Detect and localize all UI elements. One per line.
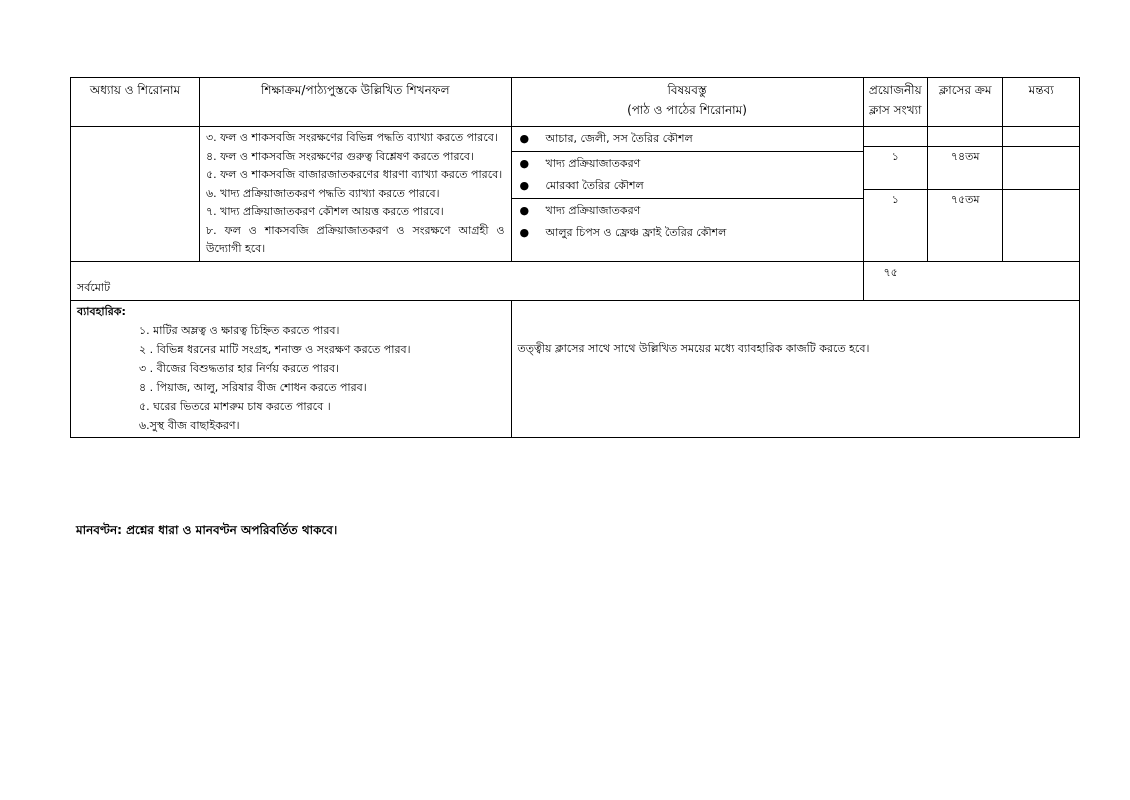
content-item: আচার, জেলী, সস তৈরির কৌশল bbox=[545, 132, 693, 145]
total-row bbox=[71, 261, 1080, 300]
classes-needed-cell bbox=[863, 127, 927, 262]
list-item bbox=[512, 200, 863, 222]
remarks-cell bbox=[1003, 127, 1080, 262]
header-remarks: মন্তব্য bbox=[1003, 78, 1080, 127]
class-order-value: ৭৪তম bbox=[928, 147, 1002, 190]
content-item: খাদ্য প্রক্রিয়াজাতকরণ bbox=[545, 157, 641, 170]
header-outcomes: শিক্ষাক্রম/পাঠ্যপুস্তকে উল্লিখিত শিখনফল bbox=[199, 78, 511, 127]
classes-needed-value: ১ bbox=[864, 147, 927, 190]
outcome-item: ৮. ফল ও শাকসবজি প্রক্রিয়াজাতকরণ ও সংরক্ষণে আগ্রহী ও উদ্যোগী হবে। bbox=[205, 223, 505, 255]
content-item: খাদ্য প্রক্রিয়াজাতকরণ bbox=[545, 204, 641, 217]
header-chapter: অধ্যায় ও শিরোনাম bbox=[71, 78, 200, 127]
list-item bbox=[512, 222, 863, 244]
practical-item: ১. মাটির অম্লত্ব ও ক্ষারত্ব চিহ্নিত করতে পারব। bbox=[139, 323, 340, 337]
table-row bbox=[71, 127, 1080, 262]
outcome-item: ৫. ফল ও শাকসবজি বাজারজাতকরণের ধারণা ব্যাখ্যা করতে পারবে। bbox=[205, 168, 503, 181]
practical-title: ব্যাবহারিক: bbox=[77, 304, 126, 318]
practical-item: ৩ . বীজের বিশুদ্ধতার হার নির্ণয় করতে পারব। bbox=[139, 361, 340, 375]
list-item bbox=[512, 128, 863, 150]
practical-note: তত্ত্বীয় ক্লাসের সাথে সাথে উল্লিখিত সময়ের মধ্যে ব্যাবহারিক কাজটি করতে হবে। bbox=[511, 300, 1079, 437]
classes-needed-value: ১ bbox=[891, 193, 899, 206]
practical-item: ৬.সুস্থ বীজ বাছাইকরণ। bbox=[139, 418, 240, 432]
bullet-icon: ● bbox=[519, 226, 530, 239]
list-item bbox=[512, 175, 863, 197]
practical-cell bbox=[71, 300, 512, 437]
header-classes-needed: প্রয়োজনীয় ক্লাস সংখ্যা bbox=[863, 78, 927, 127]
outcomes-cell bbox=[199, 127, 511, 262]
header-class-order: ক্লাসের ক্রম bbox=[928, 78, 1003, 127]
footer-note: মানবণ্টন: প্রশ্নের ধারা ও মানবণ্টন অপরিবর্তিত থাকবে। bbox=[76, 523, 338, 537]
syllabus-table bbox=[70, 77, 1080, 438]
class-order-cell bbox=[928, 127, 1003, 262]
bullet-icon: ● bbox=[519, 179, 530, 192]
bullet-icon: ● bbox=[519, 204, 530, 217]
outcome-item: ৬. খাদ্য প্রক্রিয়াজাতকরণ পদ্ধতি ব্যাখ্যা করতে পারবে। bbox=[205, 186, 440, 200]
practical-item: ৫. ঘরের ভিতরে মাশরুম চাষ করতে পারবে । bbox=[139, 399, 331, 413]
outcome-item: ৭. খাদ্য প্রক্রিয়াজাতকরণ কৌশল আয়ত্ত করতে পারবে। bbox=[205, 205, 444, 218]
chapter-cell bbox=[71, 127, 200, 262]
content-item: মোরব্বা তৈরির কৌশল bbox=[545, 179, 644, 192]
total-label: সর্বমোট bbox=[71, 261, 864, 300]
header-content bbox=[511, 78, 863, 127]
outcome-item: ৪. ফল ও শাকসবজি সংরক্ষণের গুরুত্ব বিশ্লেষণ করতে পারবে। bbox=[205, 149, 474, 163]
header-row bbox=[71, 78, 1080, 127]
total-value: ৭৫ bbox=[863, 261, 1079, 300]
bullet-icon: ● bbox=[519, 132, 530, 145]
list-item bbox=[512, 153, 863, 175]
practical-item: ২ . বিভিন্ন ধরনের মাটি সংগ্রহ, শনাক্ত ও সংরক্ষণ করতে পারব। bbox=[139, 342, 411, 356]
outcome-item: ৩. ফল ও শাকসবজি সংরক্ষণের বিভিন্ন পদ্ধতি ব্যাখ্যা করতে পারবে। bbox=[205, 131, 498, 144]
class-order-value: ৭৫তম bbox=[950, 193, 980, 206]
content-group-2 bbox=[512, 152, 863, 199]
practical-row bbox=[71, 300, 1080, 437]
practical-item: ৪ . পিয়াজ, আলু, সরিষার বীজ শোধন করতে পারব। bbox=[139, 380, 367, 394]
header-content-line2: (পাঠ ও পাঠের শিরোনাম) bbox=[627, 103, 747, 117]
content-item: আলুর চিপস ও ফ্রেঞ্চ ফ্রাই তৈরির কৌশল bbox=[545, 226, 727, 239]
header-content-line1: বিষয়বস্তু bbox=[667, 83, 707, 97]
content-group-1 bbox=[512, 127, 863, 152]
content-group-3 bbox=[512, 199, 863, 245]
content-cell bbox=[511, 127, 863, 262]
bullet-icon: ● bbox=[519, 157, 530, 170]
